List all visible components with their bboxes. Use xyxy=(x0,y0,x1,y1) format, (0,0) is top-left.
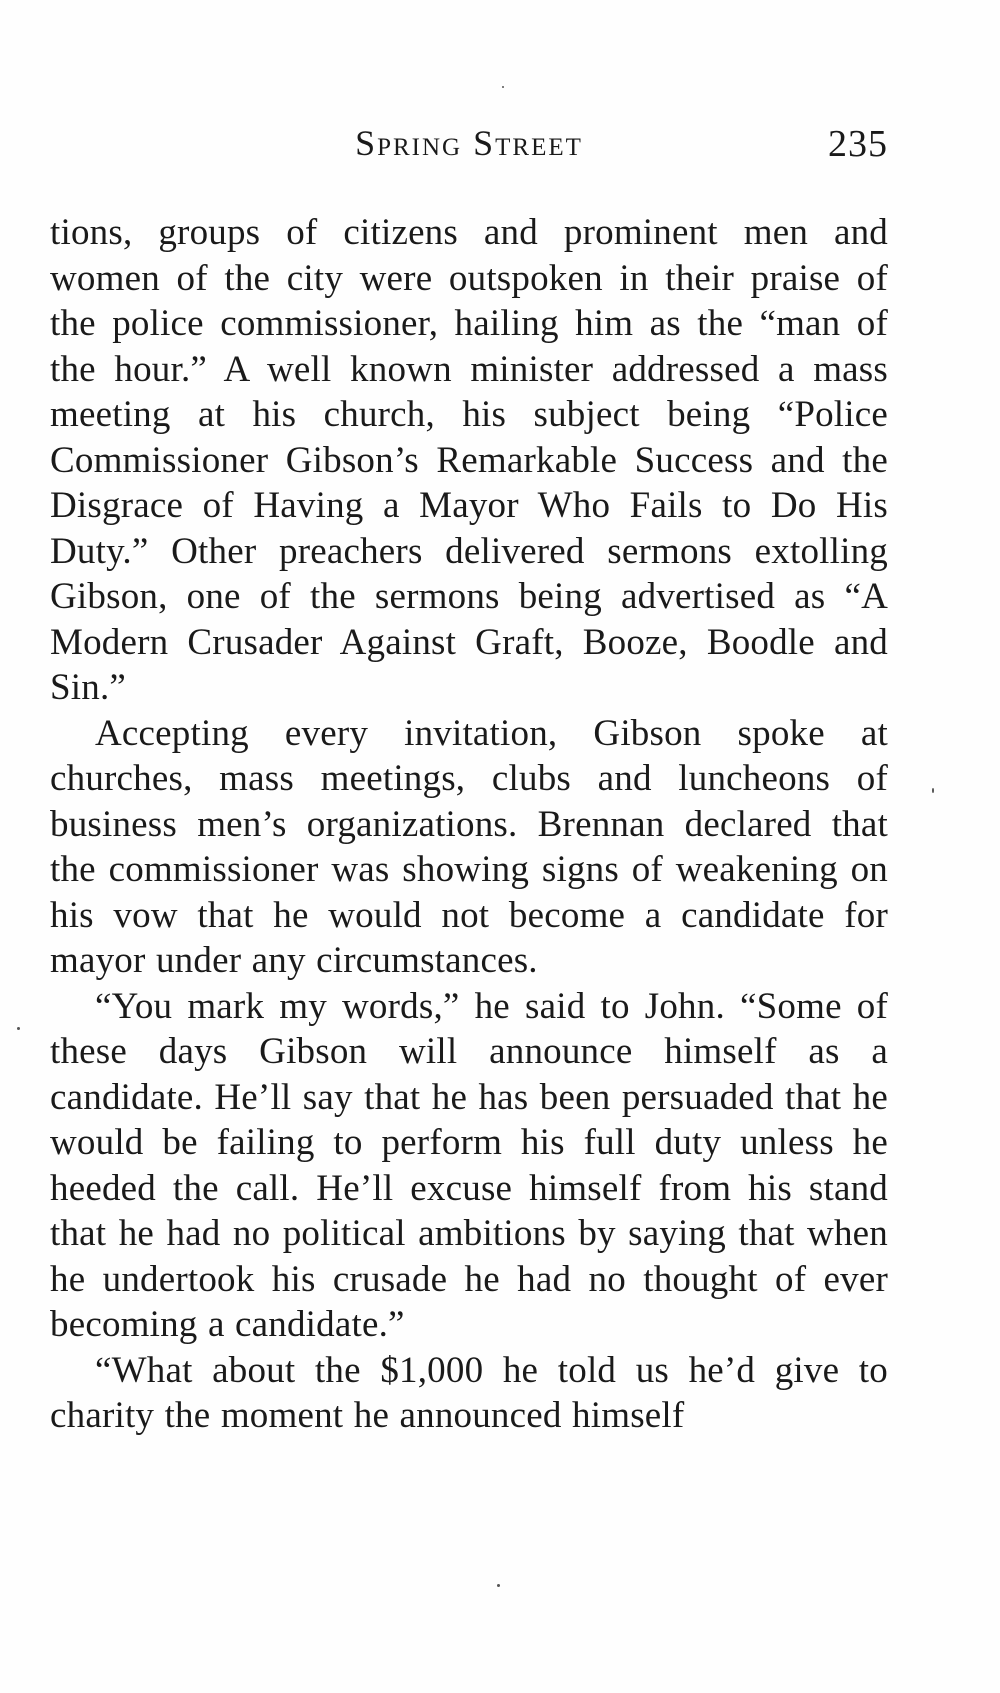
running-title: Spring Street xyxy=(355,123,583,163)
print-speck xyxy=(17,1027,20,1030)
print-speck xyxy=(497,1584,500,1587)
paragraph: “What about the $1,000 he told us he’d give to charity the moment he announced himself xyxy=(50,1349,888,1436)
print-speck xyxy=(932,788,934,793)
page-number: 235 xyxy=(828,123,888,165)
paragraph: Accepting every invitation, Gibson spoke at churches, mass meetings, clubs and luncheons of business men’s organizations. Brennan declared that the commissioner was showing signs of weakening on his vow that he would not become a candidate for mayor under any circumstances. xyxy=(50,712,888,981)
paragraph-continued: tions, groups of citizens and prominent men and women of the city were outspoken in their praise of the police commissioner, hailing him as the “man of the hour.” A well known minister addressed a mass meeting at his church, his subject being “Police Commissioner Gibson’s Remarkable Success and the Disgrace of Having a Mayor Who Fails to Do His Duty.” Other preachers delivered sermons extolling Gibson, one of the sermons being advertised as “A Modern Crusader Against Graft, Booze, Boodle and Sin.” xyxy=(50,212,888,708)
running-header xyxy=(50,122,888,172)
print-speck xyxy=(502,86,504,88)
paragraph: “You mark my words,” he said to John. “Some of these days Gibson will announce himself as a candidate. He’ll say that he has been persuaded that he would be failing to perform his full duty unless he heeded the call. He’ll excuse himself from his stand that he had no political ambitions by saying that when he undertook his crusade he had no thought of ever becoming a candidate.” xyxy=(50,985,888,1345)
body-text xyxy=(50,210,888,1439)
